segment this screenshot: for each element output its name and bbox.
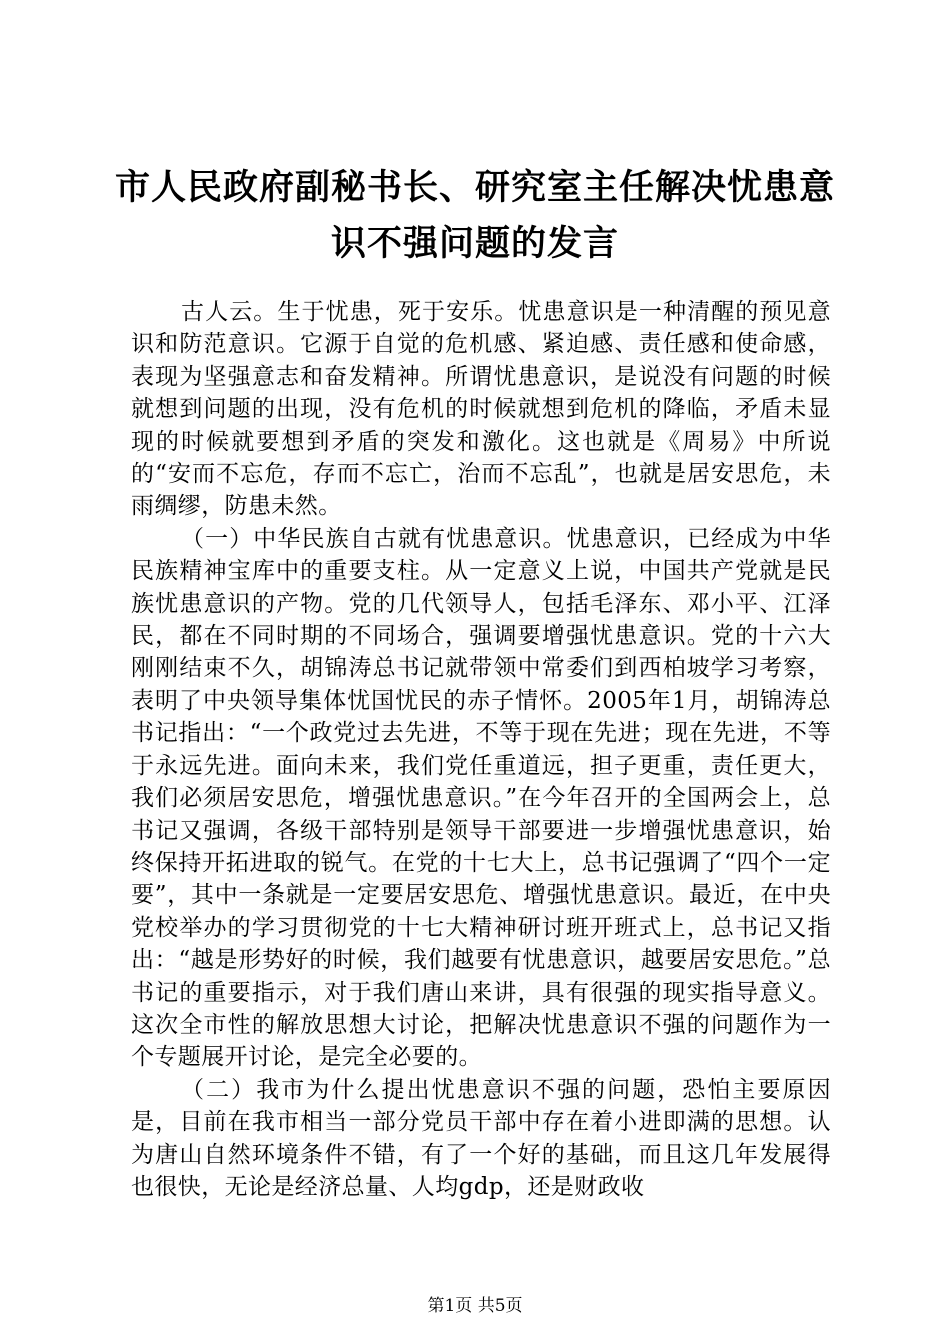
page-number-footer: 第1页 共5页 bbox=[427, 1296, 523, 1316]
paragraph-intro: 古人云。生于忧患，死于安乐。忧患意识是一种清醒的预见意识和防范意识。它源于自觉的危机感、紧迫感、责任感和使命感，表现为坚强意志和奋发精神。所谓忧患意识，是说没有问题的时候就想到问题的出现，没有危机的时候就想到危机的降临，矛盾未显现的时候就要想到矛盾的突发和激化。这也就是《周易》中所说的“安而不忘危，存而不忘亡，治而不忘乱”，也就是居安思危，未雨绸缪，防患未然。 bbox=[131, 299, 831, 520]
paragraph-section-2: （二）我市为什么提出忧患意识不强的问题，恐怕主要原因是，目前在我市相当一部分党员干部中存在着小进即满的思想。认为唐山自然环境条件不错，有了一个好的基础，而且这几年发展得也很快，无论是经济总量、人均gdp，还是财政收 bbox=[131, 1076, 831, 1200]
document-body bbox=[131, 296, 831, 1203]
document-title: 市人民政府副秘书长、研究室主任解决忧患意识不强问题的发言 bbox=[114, 168, 835, 264]
paragraph-section-1: （一）中华民族自古就有忧患意识。忧患意识，已经成为中华民族精神宝库中的重要支柱。从一定意义上说，中国共产党就是民族忧患意识的产物。党的几代领导人，包括毛泽东、邓小平、江泽民，都在不同时期的不同场合，强调要增强忧患意识。党的十六大刚刚结束不久，胡锦涛总书记就带领中常委们到西柏坡学习考察，表明了中央领导集体忧国忧民的赤子情怀。2005年1月，胡锦涛总书记指出：“一个政党过去先进，不等于现在先进；现在先进，不等于永远先进。面向未来，我们党任重道远，担子更重，责任更大，我们必须居安思危，增强忧患意识。”在今年召开的全国两会上，总书记又强调，各级干部特别是领导干部要进一步增强忧患意识，始终保持开拓进取的锐气。在党的十七大上，总书记强调了“四个一定要”，其中一条就是一定要居安思危、增强忧患意识。最近，在中央党校举办的学习贯彻党的十七大精神研讨班开班式上，总书记又指出：“越是形势好的时候，我们越要有忧患意识，越要居安思危。”总书记的重要指示，对于我们唐山来讲，具有很强的现实指导意义。这次全市性的解放思想大讨论，把解决忧患意识不强的问题作为一个专题展开讨论，是完全必要的。 bbox=[131, 525, 831, 1071]
